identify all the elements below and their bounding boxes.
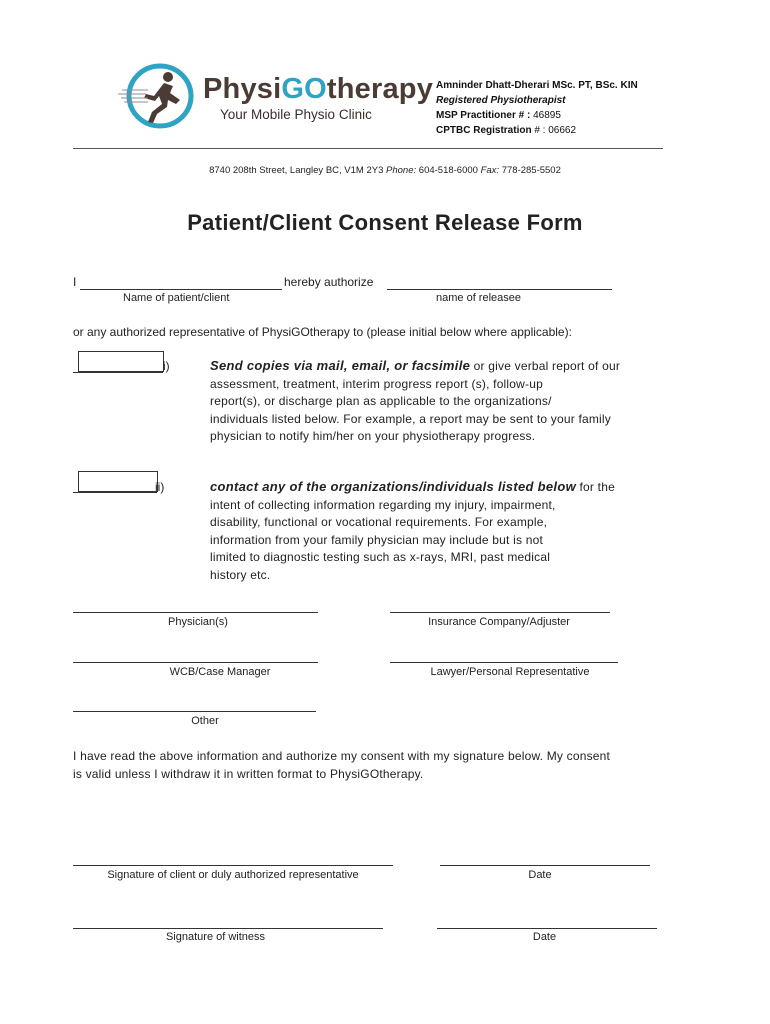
option-2-text: contact any of the organizations/individuals listed below for the intent of collecting information regarding my injury, impairment, disability, functional or vocational requirements. For example, information from your family physician may include but is not limited to diagnostic testing such as x-rays, MRI, past medical history etc. [210,479,615,582]
authorize-text: hereby authorize [284,275,374,289]
initial-box-2[interactable] [78,471,158,492]
wcb-caption: WCB/Case Manager [169,666,271,678]
initial-underline-1 [73,372,163,373]
authorize-prefix: I [73,275,77,289]
logo-icon [118,60,202,132]
initial-box-1[interactable] [78,351,164,372]
clinic-address: 8740 208th Street, Langley BC, V1M 2Y3 Phone: 604-518-6000 Fax: 778-285-5502 [209,165,561,176]
practitioner-name: Amninder Dhatt-Dherari MSc. PT, BSc. KIN [436,80,638,91]
releasee-name-field[interactable] [387,289,612,290]
client-signature-caption: Signature of client or duly authorized representative [107,869,359,881]
date-caption-2: Date [532,931,557,943]
logo-wordmark: PhysiGOtherapy [203,73,434,105]
logo-tagline: Your Mobile Physio Clinic [220,107,372,122]
other-caption: Other [191,715,219,727]
consent-text: I have read the above information and authorize my consent with my signature below. My consent is valid unless I withdraw it in written format to PhysiGOtherapy. [73,749,611,781]
date-field-2[interactable] [437,928,657,929]
insurance-field[interactable] [390,612,610,613]
option-1-marker: i) [163,359,170,373]
insurance-caption: Insurance Company/Adjuster [428,616,570,628]
releasee-caption: name of releasee [436,292,521,304]
msp-number: MSP Practitioner # : 46895 [436,110,561,121]
date-field-1[interactable] [440,865,650,866]
patient-caption: Name of patient/client [123,292,230,304]
patient-name-field[interactable] [80,289,282,290]
header-divider [73,148,663,149]
cptbc-number: CPTBC Registration # : 06662 [436,125,577,136]
option-1-text: Send copies via mail, email, or facsimile or give verbal report of our assessment, treatment, interim progress report (s), follow-up report(s), or discharge plan as applicable to the organizations/ individuals listed below. For example, a report may be sent to your family physician to notify him/her on your physiotherapy progress. [210,358,621,443]
lawyer-caption: Lawyer/Personal Representative [430,666,590,678]
intro-text: or any authorized representative of PhysiGOtherapy to (please initial below where applicable): [73,325,572,339]
physician-field[interactable] [73,612,318,613]
witness-signature-field[interactable] [73,928,383,929]
page-title: Patient/Client Consent Release Form [187,210,583,235]
other-field[interactable] [73,711,316,712]
witness-signature-caption: Signature of witness [165,931,266,943]
physician-caption: Physician(s) [168,616,228,628]
option-2-marker: ii) [155,480,165,494]
practitioner-title: Registered Physiotherapist [436,95,566,106]
practitioner-credentials [436,78,638,138]
lawyer-field[interactable] [390,662,618,663]
initial-underline-2 [73,492,157,493]
wcb-field[interactable] [73,662,318,663]
client-signature-field[interactable] [73,865,393,866]
date-caption-1: Date [528,869,552,881]
